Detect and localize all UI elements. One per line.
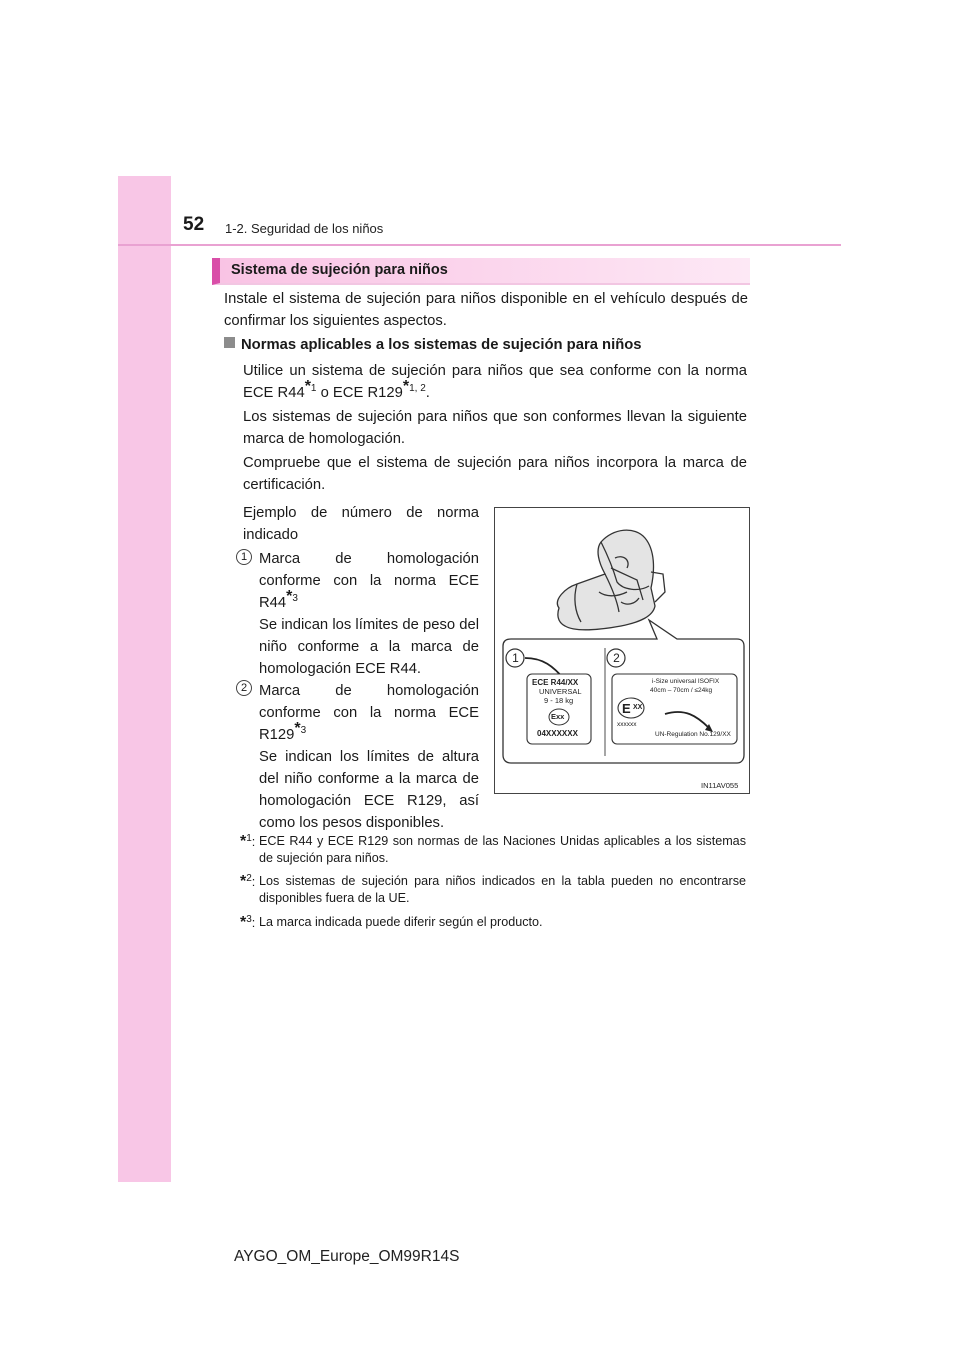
r129-e-letter: E [622,701,631,716]
list-item [259,548,479,680]
asterisk-icon: * [402,378,410,396]
asterisk-icon: * [240,873,247,890]
r44-line-1: ECE R44/XX [532,678,579,687]
footnote-1-label: *$^1$: [240,832,256,850]
r129-line-1: i-Size universal ISOFIX [652,678,720,685]
list-item [259,680,479,834]
item-2-text-a: Marca de homologación conforme con la norma ECE R129 [259,683,479,743]
square-bullet-icon [224,337,235,348]
footnote-ref-1: 1 [310,383,317,395]
p1-text: Utilice un sistema de sujeción para niños que sea conforme con la norma ECE R44 [243,363,747,401]
r129-line-2: 40cm – 70cm / ≤24kg [650,687,713,694]
callout-2: 2 [613,651,620,665]
paragraph-standards [243,360,747,404]
child-seat-illustration [557,530,665,630]
figure-drawing [495,508,751,795]
asterisk-icon: * [240,833,247,850]
subheading-text: Normas aplicables a los sistemas de sujeción para niños [241,337,642,353]
page-number: 52 [183,214,205,235]
p1-end: . [425,385,430,401]
asterisk-icon: * [240,914,247,931]
item-2-footnote-ref: 3 [300,725,307,737]
footnote-2 [240,873,746,907]
footnote-1 [240,833,746,867]
document-code: AYGO_OM_Europe_OM99R14S [234,1248,460,1265]
item-marker-1: 1 [236,549,252,565]
subheading [224,334,642,356]
paragraph-example: Ejemplo de número de norma indicado [243,505,479,543]
footnote-3-text: La marca indicada puede diferir según el producto. [259,915,543,929]
r44-line-2: UNIVERSAL [539,687,582,696]
asterisk-icon: * [304,378,311,396]
intro-paragraph: Instale el sistema de sujeción para niños disponible en el vehículo después de confirmar los siguientes aspectos. [224,291,748,329]
item-2-text-b: Se indican los límites de altura del niño conforme a la marca de homologación ECE R129, así como los pesos disponibles. [259,749,479,831]
item-marker-2: 2 [236,680,252,696]
r44-code: 04XXXXXX [537,729,578,738]
footnote-ref-1-2: 1, 2 [409,383,426,395]
paragraph-check: Compruebe que el sistema de sujeción para niños incorpora la marca de certificación. [243,455,747,493]
asterisk-icon: * [294,720,301,738]
callout-1: 1 [512,651,519,665]
r129-regulation: UN-Regulation No.129/XX [655,731,731,738]
section-title: Sistema de sujeción para niños [212,258,750,285]
footnote-1-text: ECE R44 y ECE R129 son normas de las Naciones Unidas aplicables a los sistemas de sujeción para niños. [259,834,746,865]
item-1-footnote-ref: 3 [292,593,298,605]
footnote-2-text: Los sistemas de sujeción para niños indicados en la tabla pueden no encontrarse disponibles fuera de la UE. [259,874,746,905]
footnote-1-number: 1 [246,832,252,844]
approval-mark-figure [494,507,750,794]
footnote-2-label: *$^2$: [240,872,256,890]
p1-mid: o ECE R129 [316,385,403,401]
paragraph-marking: Los sistemas de sujeción para niños que son conformes llevan la siguiente marca de homologación. [243,409,747,447]
footnote-3 [240,914,746,931]
r44-line-3: 9 - 18 kg [544,696,574,705]
footnote-3-number: 3 [246,913,252,925]
running-head: 1-2. Seguridad de los niños [225,221,384,236]
item-1-text-a: Marca de homologación conforme con la norma ECE R44 [259,551,479,611]
item-1-text-b: Se indican los límites de peso del niño conforme a la marca de homologación ECE R44. [259,617,479,677]
asterisk-icon: * [286,588,293,606]
r129-e-number: XX [633,704,643,711]
side-color-band [118,176,171,1182]
figure-id: IN11AV055 [701,781,739,790]
footnote-2-number: 2 [246,872,252,884]
r44-e-mark: Exx [551,712,565,721]
footnote-3-label: *$^3$: [240,913,256,931]
r129-code: xxxxxx [617,721,637,728]
header-rule [118,244,841,246]
